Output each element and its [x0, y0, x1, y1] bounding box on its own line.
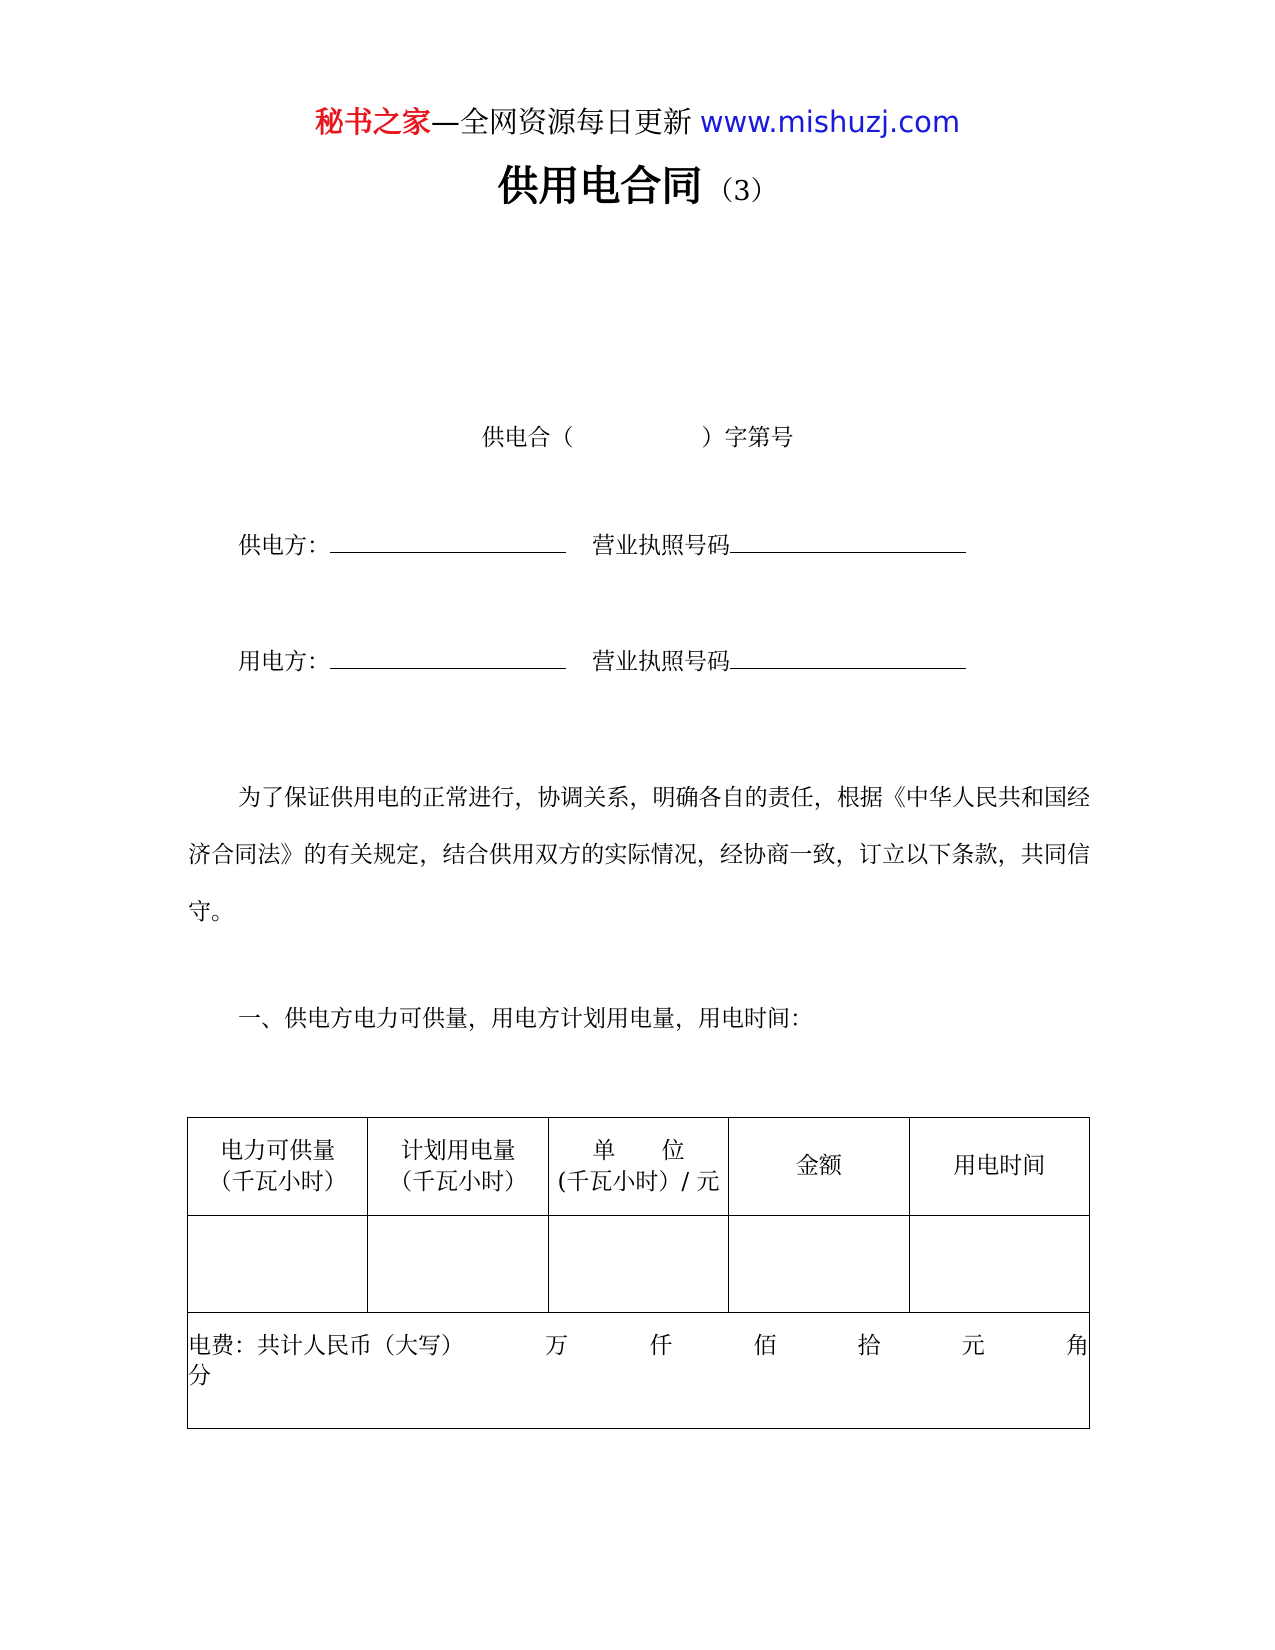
site-header — [0, 102, 1275, 142]
site-url-link[interactable]: www.mishuzj.com — [699, 105, 961, 139]
fee-row — [188, 1313, 1090, 1429]
contract-number-line — [0, 422, 1275, 454]
contract-number-suffix: ）字第号 — [701, 425, 794, 451]
usage-table — [187, 1117, 1090, 1429]
table-row — [188, 1216, 1090, 1313]
brand-name: 秘书之家 — [314, 105, 431, 139]
fee-unit-jiao: 角 — [1065, 1333, 1089, 1359]
table-header-row — [188, 1118, 1090, 1216]
fee-line — [188, 1331, 1089, 1361]
supplier-license-label: 营业执照号码 — [592, 533, 730, 559]
header-dash: — — [430, 105, 460, 139]
supplier-name-blank — [330, 528, 566, 553]
header-unit-price — [548, 1118, 728, 1216]
consumer-license-blank — [730, 644, 966, 669]
section-one-heading: 一、供电方电力可供量，用电方计划用电量，用电时间： — [238, 1006, 813, 1032]
fee-unit-fen: 分 — [188, 1363, 211, 1389]
contract-number-prefix: 供电合（ — [481, 425, 574, 451]
supplier-label: 供电方： — [238, 533, 330, 559]
header-line: 计划用电量 — [400, 1137, 516, 1164]
fee-unit-shi: 拾 — [857, 1333, 881, 1359]
header-planned-usage — [368, 1118, 548, 1216]
consumer-name-blank — [330, 644, 566, 669]
fee-unit-wan: 万 — [545, 1333, 569, 1359]
fee-unit-yuan: 元 — [961, 1333, 985, 1359]
header-amount — [729, 1118, 909, 1216]
consumer-license-label: 营业执照号码 — [592, 649, 730, 675]
intro-paragraph: 为了保证供用电的正常进行，协调关系，明确各自的责任，根据《中华人民共和国经济合同法》的有关规定，结合供用双方的实际情况，经协商一致，订立以下条款，共同信守。 — [188, 785, 1090, 925]
consumer-label: 用电方： — [238, 649, 330, 675]
header-line: 单 位 — [592, 1137, 685, 1164]
supplier-license-blank — [730, 528, 966, 553]
cell-usage-time[interactable] — [909, 1216, 1089, 1313]
cell-available-supply[interactable] — [188, 1216, 368, 1313]
header-line: （千瓦小时） — [208, 1168, 347, 1195]
header-slogan: 全网资源每日更新 — [459, 105, 692, 139]
cell-unit-price[interactable] — [548, 1216, 728, 1313]
header-line: (千瓦小时）/ 元 — [557, 1168, 720, 1195]
header-line: 用电时间 — [953, 1153, 1046, 1179]
header-line: 金额 — [795, 1153, 842, 1179]
header-line: 电力可供量 — [220, 1137, 336, 1164]
consumer-line — [238, 644, 966, 678]
fee-unit-bai: 佰 — [753, 1333, 777, 1359]
fee-cell[interactable] — [188, 1313, 1090, 1429]
document-title — [0, 153, 1275, 212]
title-main: 供用电合同 — [497, 162, 703, 210]
supplier-line — [238, 528, 966, 562]
title-number: （3） — [706, 176, 778, 207]
header-usage-time — [909, 1118, 1089, 1216]
fee-lead-label: 电费：共计人民币（大写） — [188, 1333, 464, 1359]
header-line: （千瓦小时） — [389, 1168, 528, 1195]
header-available-supply — [188, 1118, 368, 1216]
cell-planned-usage[interactable] — [368, 1216, 548, 1313]
fee-unit-qian: 仟 — [649, 1333, 673, 1359]
cell-amount[interactable] — [729, 1216, 909, 1313]
